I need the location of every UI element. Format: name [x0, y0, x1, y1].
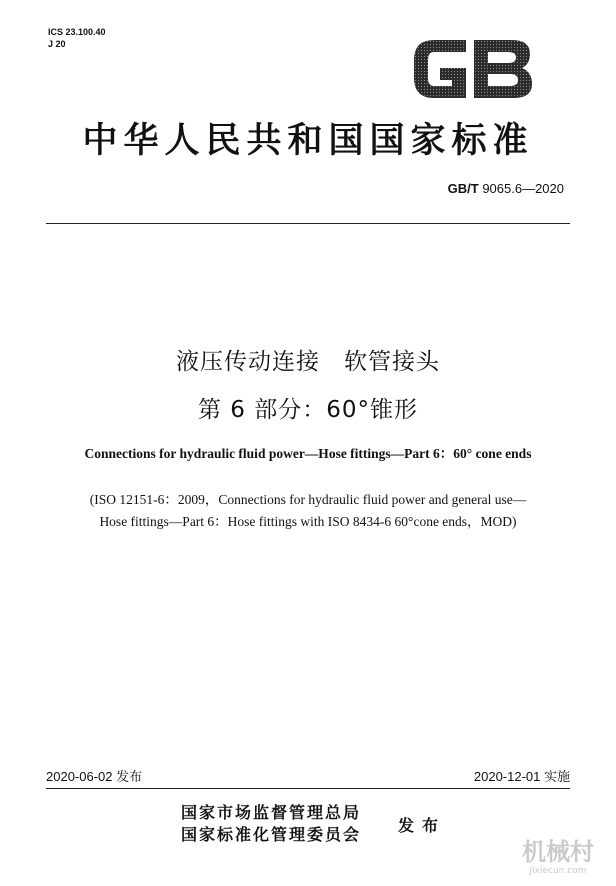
implementation-date: 2020-12-01 实施: [473, 769, 570, 784]
issuer-samr: 国家市场监督管理总局: [181, 803, 362, 822]
logo-text: GB: [408, 34, 410, 35]
ccs-code: J 20: [48, 39, 66, 49]
iso-reference-line-1: (ISO 12151-6：2009，Connections for hydraulic fluid power and general use—: [89, 492, 527, 507]
iso-reference-line-2: Hose fittings—Part 6：Hose fittings with ISO 8434-6 60°cone ends，MOD): [99, 514, 517, 529]
release-date: 2020-06-02 发布: [46, 769, 143, 784]
bottom-divider: [46, 788, 570, 789]
issuer-sac: 国家标准化管理委员会: [181, 825, 362, 844]
issuing-authorities: [181, 802, 361, 846]
top-divider: [46, 223, 570, 224]
standard-number: [448, 181, 564, 196]
classification-codes: [48, 26, 106, 50]
gb-logo-icon: [408, 34, 538, 104]
standard-prefix: GB/T: [447, 181, 479, 196]
english-title: Connections for hydraulic fluid power—Hose fittings—Part 6：60° cone ends: [84, 446, 532, 461]
watermark: [508, 838, 608, 876]
chinese-title-line-2: 第 6 部分：60°锥形: [197, 397, 419, 423]
ics-code: ICS 23.100.40: [48, 27, 106, 37]
watermark-text: 机械村: [522, 838, 594, 866]
iso-reference: [40, 489, 576, 533]
national-standard-title: 中华人民共和国国家标准: [82, 120, 534, 161]
chinese-title-line-1: 液压传动连接 软管接头: [176, 349, 440, 375]
watermark-url: Jixiecun.com: [529, 866, 587, 876]
standard-code: 9065.6—2020: [482, 181, 564, 196]
issue-label: 发布: [398, 816, 447, 835]
